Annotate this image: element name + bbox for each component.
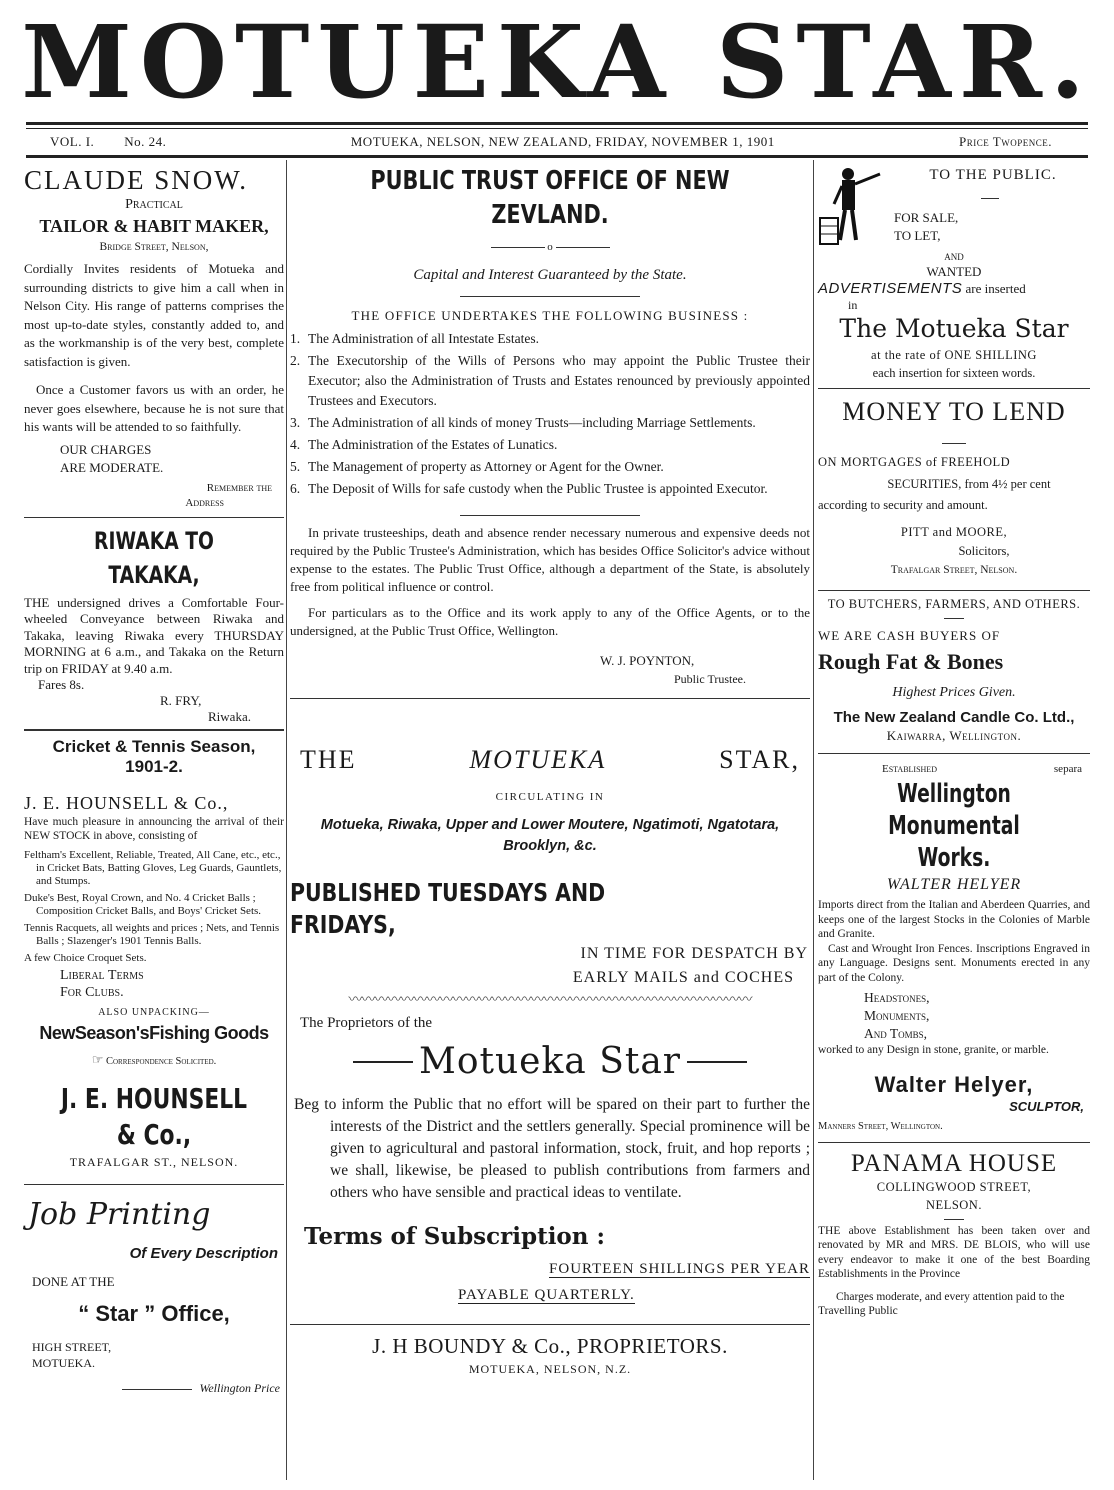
hounsell-item-4: A few Choice Croquet Sets. <box>24 952 147 964</box>
public-rate-1: at the rate of ONE SHILLING <box>871 348 1037 362</box>
star-circulating: CIRCULATING IN <box>495 791 605 803</box>
hounsell-item-2: Duke's Best, Royal Crown, and No. 4 Cricket Balls ; Composition Cricket Balls, and Boys' Cricket Sets. <box>24 892 262 917</box>
ad-to-the-public <box>818 164 1090 382</box>
monumental-est-row <box>818 760 1090 778</box>
ad-butchers <box>818 597 1090 745</box>
trust-item: 2. The Executorship of the Wills of Persons who may appoint the Public Trustee their Executor; also the Administration of Trusts and Estates renounced by previously appointed Trustees and Executors. <box>290 353 810 408</box>
public-adv: ADVERTISEMENTS <box>818 280 963 297</box>
price: Price Twopence. <box>959 134 1052 149</box>
monumental-worked: worked to any Design in stone, granite, or marble. <box>818 1044 1049 1056</box>
public-wanted: WANTED <box>926 264 982 279</box>
monumental-sculptor: SCULPTOR, <box>1009 1098 1084 1114</box>
star-fourteen: FOURTEEN SHILLINGS PER YEAR <box>549 1261 810 1277</box>
public-let: TO LET, <box>894 228 941 243</box>
trust-paragraph-1: In private trusteeships, death and absence render necessary numerous and expensive deeds not required by the Public Trustee's Administration, which has besides Office Solicitor's advice without expense to the estates. The Public Trust Office, although a department of the State, is absolutely free from political influence or control. <box>290 525 810 594</box>
hounsell-also: ALSO UNPACKING— <box>98 1007 210 1018</box>
printing-heading: Job Printing <box>28 1197 211 1232</box>
hounsell-terms-1: Liberal Terms <box>60 968 144 983</box>
ad-monumental-works <box>818 760 1090 1136</box>
money-street: Trafalgar Street, Nelson. <box>890 564 1018 576</box>
trust-item: 1. The Administration of all Intestate Estates. <box>290 331 539 346</box>
hounsell-correspondence <box>24 1051 284 1071</box>
trust-item: 6. The Deposit of Wills for safe custody when the Public Trustee is appointed Executor. <box>290 481 768 496</box>
riwaka-fares: Fares 8s. <box>38 677 85 692</box>
public-rate-2: each insertion for sixteen words. <box>872 366 1036 380</box>
trust-item: 4. The Administration of the Estates of Lunatics. <box>290 437 558 452</box>
divider <box>818 753 1090 754</box>
star-time-1: IN TIME FOR DESPATCH BY <box>580 945 808 962</box>
star-published: PUBLISHED TUESDAYS AND FRIDAYS, <box>290 878 606 939</box>
money-firm: PITT and MOORE, <box>900 525 1008 539</box>
hounsell-item-3: Tennis Racquets, all weights and prices ; Nets, and Tennis Balls ; Slazenger's 1901 Tennis Balls. <box>24 922 280 947</box>
money-body-3: according to security and amount. <box>818 498 988 512</box>
ad-riwaka-takaka <box>24 524 284 726</box>
trust-capital: Capital and Interest Guaranteed by the State. <box>413 267 687 283</box>
snow-practical: Practical <box>125 197 183 212</box>
star-proprietors: The Proprietors of the <box>300 1015 433 1031</box>
trust-signature: W. J. POYNTON, <box>600 653 695 668</box>
printing-price-line <box>24 1379 284 1397</box>
trust-paragraph-2: For particulars as to the Office and its work apply to any of the Office Agents, or to the undersigned, at the Public Trust Office, Wellington. <box>290 605 810 638</box>
divider <box>290 698 810 699</box>
public-adv-line <box>818 280 1090 298</box>
star-places: Motueka, Riwaka, Upper and Lower Moutere, Ngatimoti, Ngatotara, Brooklyn, &c. <box>320 817 780 854</box>
panama-town: NELSON. <box>926 1197 982 1212</box>
hounsell-firm-large: J. E. HOUNSELL & Co., <box>60 1082 248 1151</box>
trust-item: 3. The Administration of all kinds of money Trusts—including Marriage Settlements. <box>290 415 756 430</box>
butchers-rough: Rough Fat & Bones <box>818 649 1004 674</box>
printing-price: Wellington Price <box>199 1381 280 1395</box>
star-title-row <box>290 713 810 775</box>
divider <box>944 618 964 619</box>
trust-heading: PUBLIC TRUST OFFICE OF NEW ZEVLAND. <box>370 166 730 230</box>
ad-money-to-lend <box>818 395 1090 580</box>
monumental-h2: Monuments, <box>864 1008 930 1023</box>
printing-office: “ Star ” Office, <box>78 1301 230 1326</box>
column-rule-right <box>813 160 814 1480</box>
monumental-sep: separa <box>1053 763 1082 775</box>
public-in: in <box>848 298 858 312</box>
monumental-h3: And Tombs, <box>864 1026 928 1041</box>
hounsell-intro: Have much pleasure in announcing the arrival of their NEW STOCK in above, consisting of <box>24 816 284 842</box>
panama-heading: PANAMA HOUSE <box>850 1149 1058 1177</box>
trust-signature-title: Public Trustee. <box>674 672 747 686</box>
butchers-cash: WE ARE CASH BUYERS OF <box>818 628 1001 643</box>
public-inserted: are inserted <box>965 281 1026 296</box>
place-date: MOTUEKA, NELSON, NEW ZEALAND, FRIDAY, NOVEMBER 1, 1901 <box>350 134 775 149</box>
monumental-heading: Wellington Monumental Works. <box>888 779 1020 873</box>
butchers-firm: The New Zealand Candle Co. Ltd., <box>833 709 1075 726</box>
public-sale: FOR SALE, <box>894 210 959 225</box>
star-payable: PAYABLE QUARTERLY. <box>458 1287 635 1303</box>
printing-sub: Of Every Description <box>129 1245 278 1262</box>
divider <box>24 729 284 731</box>
divider <box>818 1142 1090 1143</box>
riwaka-body: THE undersigned drives a Comfortable Four-wheeled Conveyance between Riwaka and Takaka, leaving Riwaka every THURSDAY MORNING at 6 a.m., and Takaka on the Return trip on FRIDAY at 9.40 a.m. <box>24 594 284 676</box>
panama-charges: Charges moderate, and every attention paid to the Travelling Public <box>818 1290 1065 1317</box>
divider <box>460 515 640 516</box>
ad-panama-house <box>818 1149 1090 1319</box>
masthead-title: MOTUEKA STAR. <box>21 3 1093 121</box>
right-column <box>818 164 1090 1319</box>
butchers-highest: Highest Prices Given. <box>892 685 1016 700</box>
star-terms: Terms of Subscription : <box>304 1223 605 1250</box>
ornamental-border: 〰〰〰〰〰〰〰〰〰〰〰〰〰〰〰〰〰〰〰〰〰〰〰〰〰〰〰〰〰〰〰 <box>348 994 752 1008</box>
pointing-hand-icon: ☞ <box>91 1052 104 1067</box>
ad-hounsell <box>24 737 284 1170</box>
divider <box>460 296 640 297</box>
dateline-rule <box>26 155 1088 158</box>
public-heading: TO THE PUBLIC. <box>929 167 1057 183</box>
hounsell-firm: J. E. HOUNSELL & Co., <box>24 793 229 813</box>
ad-job-printing <box>24 1193 284 1397</box>
masthead-rule <box>26 122 1088 125</box>
butchers-heading: TO BUTCHERS, FARMERS, AND OTHERS. <box>827 597 1081 611</box>
ad-public-trust <box>290 164 810 688</box>
money-body-2: SECURITIES, from 4½ per cent <box>887 477 1051 491</box>
printing-town: MOTUEKA. <box>32 1356 95 1370</box>
star-star: STAR, <box>719 745 800 774</box>
snow-remember-2: Address <box>185 496 224 509</box>
monumental-body-2: Cast and Wrought Iron Fences. Inscriptions Engraved in any Language. Designs sent. Monuments erected in any part of the Colony. <box>818 942 1090 984</box>
trust-undertakes: THE OFFICE UNDERTAKES THE FOLLOWING BUSINESS : <box>351 308 749 323</box>
snow-paragraph-2: Once a Customer favors us with an order, he never goes elsewhere, because he is not sure that his wants will be attended to so faithfully. <box>24 382 284 434</box>
masthead <box>0 3 1114 122</box>
public-header-row <box>818 164 1090 250</box>
divider <box>818 590 1090 591</box>
hounsell-years: 1901-2. <box>125 757 183 776</box>
monumental-name: WALTER HELYER <box>886 876 1022 893</box>
divider <box>981 198 999 199</box>
divider <box>944 1219 964 1220</box>
town-crier-icon-svg <box>818 164 890 250</box>
dateline <box>26 132 1088 152</box>
monumental-sig: Walter Helyer, <box>874 1071 1034 1097</box>
middle-column <box>290 164 810 1377</box>
snow-charges-1: OUR CHARGES <box>60 441 152 457</box>
printing-done: DONE AT THE <box>32 1274 115 1289</box>
divider <box>942 443 966 444</box>
star-time-2: EARLY MAILS and COCHES <box>572 969 794 986</box>
star-motueka: MOTUEKA <box>469 745 607 774</box>
snow-charges-2: ARE MODERATE. <box>60 459 164 475</box>
panama-body: THE above Establishment has been taken over and renovated by MR and MRS. DE BLOIS, who will use every endeavor to make it one of the best Boarding Establishments in the Province <box>818 1224 1090 1280</box>
masthead-rule-thin <box>26 128 1088 129</box>
divider <box>290 1324 810 1325</box>
riwaka-heading: RIWAKA TO TAKAKA, <box>94 526 214 589</box>
monumental-h1: Headstones, <box>864 990 930 1005</box>
printing-price-rule <box>122 1389 192 1390</box>
hounsell-season: Cricket & Tennis Season, <box>52 737 256 756</box>
snow-street: Bridge Street, Nelson, <box>99 241 209 253</box>
trust-business-list <box>290 329 810 499</box>
town-crier-icon <box>818 164 890 250</box>
divider <box>818 388 1090 389</box>
hounsell-terms-2: For Clubs. <box>60 985 124 1000</box>
public-and: AND <box>944 252 964 262</box>
star-body: Beg to inform the Public that no effort will be spared on their part to further the interests of the District and the settlers generally. Special prominence will be given to agricultural and pastoral information, stock, fruit, and hop reports ; we shall, likewise, be pleased to publish contributions from farmers and others who have sensible and practical ideas to ventilate. <box>294 1096 810 1201</box>
star-address: MOTUEKA, NELSON, N.Z. <box>468 1362 632 1376</box>
monumental-est: Established <box>882 763 937 775</box>
issue-number: No. 24. <box>124 134 167 149</box>
divider <box>24 1184 284 1185</box>
printing-street: HIGH STREET, <box>32 1340 112 1354</box>
monumental-body-1: Imports direct from the Italian and Aberdeen Quarries, and keeps one of the largest Stocks in the Colonies of Marble and Granite. <box>818 899 1090 940</box>
trust-ornament-mark: o <box>547 241 553 253</box>
column-rule-left <box>286 160 287 1480</box>
riwaka-name: R. FRY, <box>160 693 202 708</box>
star-boundy: J. H BOUNDY & Co., PROPRIETORS. <box>372 1334 728 1358</box>
star-name: Motueka Star <box>418 1041 681 1082</box>
monumental-street: Manners Street, Wellington. <box>818 1120 943 1132</box>
panama-street: COLLINGWOOD STREET, <box>876 1179 1032 1194</box>
ad-motueka-star <box>290 713 810 1377</box>
ad-claude-snow <box>24 164 284 511</box>
trust-item: 5. The Management of property as Attorney or Agent for the Owner. <box>290 459 664 474</box>
volume-number: VOL. I. <box>50 134 95 149</box>
butchers-place: Kaiwarra, Wellington. <box>886 728 1022 743</box>
snow-paragraph-1: Cordially Invites residents of Motueka and surrounding districts to give him a call when in Nelson City. His range of patterns comprises the most up-to-date styles, constantly added to, and as the workmanship is of the very best, complete satisfaction is given. <box>24 261 284 369</box>
star-name-row <box>290 1040 810 1084</box>
divider <box>24 517 284 518</box>
hounsell-street: TRAFALGAR ST., NELSON. <box>69 1155 239 1169</box>
money-body-1: ON MORTGAGES of FREEHOLD <box>818 455 1011 469</box>
snow-trade: TAILOR & HABIT MAKER, <box>39 216 269 236</box>
money-sol: Solicitors, <box>958 544 1010 558</box>
left-column <box>24 164 284 1397</box>
trust-ornament <box>290 240 810 254</box>
public-paper: The Motueka Star <box>839 314 1069 343</box>
snow-name: CLAUDE SNOW. <box>24 165 249 195</box>
money-heading: MONEY TO LEND <box>842 397 1066 426</box>
star-the: THE <box>300 745 357 774</box>
hounsell-fishing: NewSeason'sFishing Goods <box>39 1023 269 1043</box>
snow-remember-1: Remember the <box>206 481 272 494</box>
riwaka-place: Riwaka. <box>208 709 251 724</box>
hounsell-item-1: Feltham's Excellent, Reliable, Treated, All Cane, etc., etc., in Cricket Bats, Batting Gloves, Leg Guards, Gauntlets, and Stumps. <box>24 849 282 887</box>
hounsell-correspondence-text: Correspondence Solicited. <box>106 1056 217 1067</box>
